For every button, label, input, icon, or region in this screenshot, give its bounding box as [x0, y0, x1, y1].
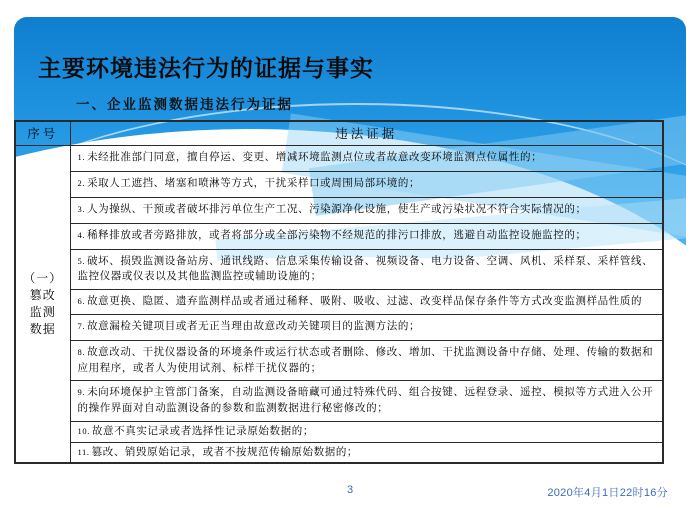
row-text: 未向环境保护主管部门备案，自动监测设备暗藏可通过特殊代码、组合按键、远程登录、遥控、模拟等方式进入公开的操作界面对自动监测设备的参数和监测数据进行秘密修改的；: [77, 387, 654, 414]
category-cell: [15, 145, 70, 463]
evidence-cell: [70, 442, 663, 463]
slide-subtitle: 一、企业监测数据违法行为证据: [76, 97, 293, 112]
slide-title: 主要环境违法行为的证据与事实: [38, 55, 374, 81]
page-number: 3: [346, 484, 354, 496]
row-text: 篡改、销毁原始记录，或者不按规范传输原始数据的；: [91, 446, 359, 458]
row-text: 人为操纵、干预或者破坏排污单位生产工况、污染源净化设施，使生产或污染状况不符合实际情况的；: [87, 204, 587, 216]
evidence-cell: [70, 421, 663, 442]
row-number: 9.: [77, 387, 86, 398]
column-header-weifazhengju: 违法证据: [70, 121, 663, 145]
category-line: 数据: [29, 321, 56, 336]
table-row: [15, 290, 663, 315]
table-row: [15, 421, 663, 442]
table-row: [15, 223, 663, 249]
column-header-xuhao: 序号: [15, 121, 70, 145]
evidence-cell: [70, 290, 663, 315]
footer-datetime: 2020年4月1日22时16分: [547, 487, 668, 499]
row-number: 3.: [77, 204, 86, 215]
evidence-cell: [70, 197, 663, 223]
row-text: 故意更换、隐匿、遗弃监测样品或者通过稀释、吸附、吸收、过滤、改变样品保存条件等方式改变监测样品性质的: [87, 296, 643, 307]
evidence-cell: [70, 145, 663, 171]
evidence-cell: [70, 340, 663, 381]
category-line: 篡改: [29, 287, 56, 302]
table-row: [15, 442, 663, 463]
row-number: 4.: [77, 230, 86, 241]
row-text: 稀释排放或者旁路排放，或者将部分或全部污染物不经规范的排污口排放，逃避自动监控设施监控的；: [87, 230, 587, 242]
row-number: 5.: [77, 255, 86, 266]
table-row: [15, 197, 663, 223]
row-number: 2.: [77, 178, 86, 189]
table-row: [15, 249, 663, 290]
table-row: [15, 314, 663, 340]
category-line: （一）: [23, 270, 63, 285]
table-row: [15, 381, 663, 422]
evidence-cell: [70, 171, 663, 197]
row-number: 7.: [77, 321, 86, 332]
table-row: [15, 340, 663, 381]
table-row: [15, 145, 663, 171]
row-text: 故意漏检关键项目或者无正当理由故意改动关键项目的监测方法的；: [87, 321, 421, 333]
category-line: 监测: [29, 304, 56, 319]
slide: [14, 17, 686, 511]
row-text: 破坏、损毁监测设备站房、通讯线路、信息采集传输设备、视频设备、电力设备、空调、风机、采样泵、采样管线、监控仪器或仪表以及其他监测监控或辅助设施的；: [77, 255, 654, 283]
row-text: 故意改动、干扰仪器设备的环境条件或运行状态或者删除、修改、增加、干扰监测设备中存储、处理、传输的数据和应用程序，或者人为使用试剂、标样干扰仪器的；: [77, 346, 654, 374]
row-number: 8.: [77, 346, 86, 357]
evidence-cell: [70, 381, 663, 422]
row-number: 10.: [77, 425, 90, 436]
evidence-table: [14, 120, 664, 464]
evidence-cell: [70, 223, 663, 249]
row-number: 11.: [77, 446, 90, 457]
evidence-cell: [70, 314, 663, 340]
table-row: [15, 171, 663, 197]
row-text: 采取人工遮挡、堵塞和喷淋等方式，干扰采样口或周围局部环境的；: [87, 178, 421, 190]
row-text: 故意不真实记录或者选择性记录原始数据的；: [91, 425, 314, 437]
row-text: 未经批准部门同意，擅自停运、变更、增减环境监测点位或者故意改变环境监测点位属性的；: [87, 152, 543, 164]
table-header-row: [15, 121, 663, 145]
row-number: 6.: [77, 296, 86, 306]
evidence-cell: [70, 249, 663, 290]
row-number: 1.: [77, 152, 86, 163]
